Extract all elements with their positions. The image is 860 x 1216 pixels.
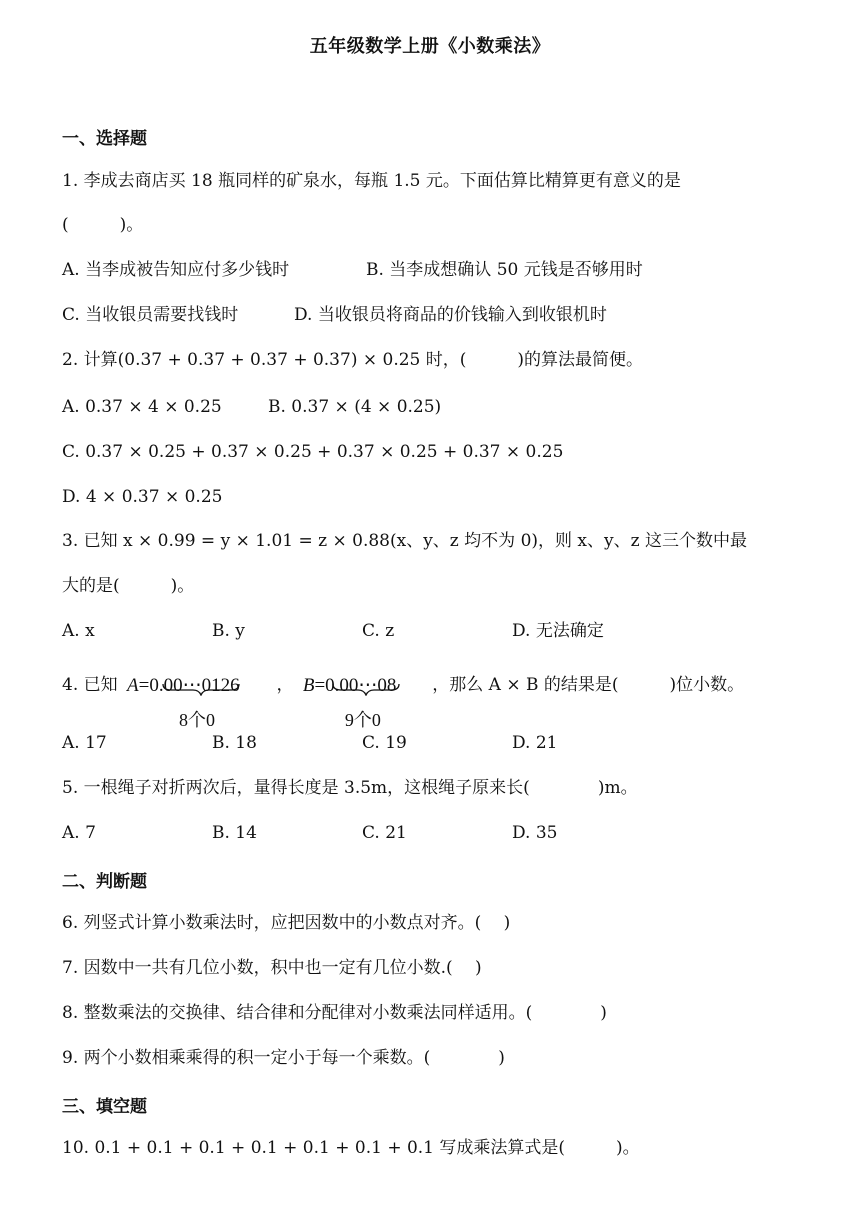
number-b-variable: B <box>302 674 315 696</box>
question-4-stem <box>62 657 745 730</box>
question-5-option-c: C. 21 <box>362 823 407 843</box>
question-1-option-d: D. 当收银员将商品的价钱输入到收银机时 <box>294 305 607 325</box>
question-5-option-d: D. 35 <box>512 823 558 843</box>
question-3-blank: 大的是( )。 <box>62 576 195 596</box>
question-5-stem: 5. 一根绳子对折两次后，量得长度是 3.5m，这根绳子原来长( )m。 <box>62 778 638 798</box>
question-8: 8. 整数乘法的交换律、结合律和分配律对小数乘法同样适用。( ) <box>62 1003 607 1023</box>
question-4-option-a: A. 17 <box>62 733 107 753</box>
number-b-figure <box>302 658 423 730</box>
number-a-value: =0.00⋯0126 <box>138 674 240 696</box>
question-2-option-d: D. 4 × 0.37 × 0.25 <box>62 487 223 507</box>
number-a-zero-count: 8个0 <box>179 709 216 730</box>
question-1-option-b: B. 当李成想确认 50 元钱是否够用时 <box>366 260 643 280</box>
question-3-option-a: A. x <box>62 621 95 641</box>
question-3-option-d: D. 无法确定 <box>512 621 604 641</box>
question-1-option-a: A. 当李成被告知应付多少钱时 <box>62 260 290 280</box>
question-7: 7. 因数中一共有几位小数，积中也一定有几位小数.( ) <box>62 958 482 978</box>
question-5-option-b: B. 14 <box>212 823 257 843</box>
question-4-suffix: ，那么 A × B 的结果是( )位小数。 <box>432 675 745 695</box>
question-9: 9. 两个小数相乘乘得的积一定小于每一个乘数。( ) <box>62 1048 505 1068</box>
number-a-variable: A <box>127 674 139 696</box>
page-title: 五年级数学上册《小数乘法》 <box>309 36 551 57</box>
question-5-option-a: A. 7 <box>62 823 96 843</box>
number-b-value: =0.00⋯08 <box>314 674 397 696</box>
question-3-option-b: B. y <box>212 621 245 641</box>
question-4-option-d: D. 21 <box>512 733 558 753</box>
question-6: 6. 列竖式计算小数乘法时，应把因数中的小数点对齐。( ) <box>62 913 511 933</box>
question-10: 10. 0.1 + 0.1 + 0.1 + 0.1 + 0.1 + 0.1 + 0.1 写成乘法算式是( )。 <box>62 1138 640 1158</box>
question-1-option-c: C. 当收银员需要找钱时 <box>62 305 239 325</box>
question-4-comma: ， <box>276 675 294 695</box>
question-2-stem: 2. 计算(0.37 + 0.37 + 0.37 + 0.37) × 0.25 时，( )的算法最简便。 <box>62 350 644 370</box>
section-heading-judgment: 二、判断题 <box>62 872 147 892</box>
question-4-option-c: C. 19 <box>362 733 407 753</box>
question-4-prefix: 4. 已知 <box>62 675 118 695</box>
number-a-figure <box>127 658 267 730</box>
question-1-blank: ( )。 <box>62 215 144 235</box>
question-2-option-b: B. 0.37 × (4 × 0.25) <box>268 397 442 417</box>
question-4-option-b: B. 18 <box>212 733 257 753</box>
question-2-option-c: C. 0.37 × 0.25 + 0.37 × 0.25 + 0.37 × 0.25 + 0.37 × 0.25 <box>62 442 564 462</box>
question-3-option-c: C. z <box>362 621 395 641</box>
question-2-option-a: A. 0.37 × 4 × 0.25 <box>62 397 222 417</box>
section-heading-choice: 一、选择题 <box>62 129 147 149</box>
number-b-zero-count: 9个0 <box>344 709 381 730</box>
section-heading-fill-in: 三、填空题 <box>62 1097 147 1117</box>
question-3-stem: 3. 已知 x × 0.99 = y × 1.01 = z × 0.88(x、y、z 均不为 0)，则 x、y、z 这三个数中最 <box>62 531 747 551</box>
question-1-stem: 1. 李成去商店买 18 瓶同样的矿泉水，每瓶 1.5 元。下面估算比精算更有意义的是 <box>62 171 681 191</box>
